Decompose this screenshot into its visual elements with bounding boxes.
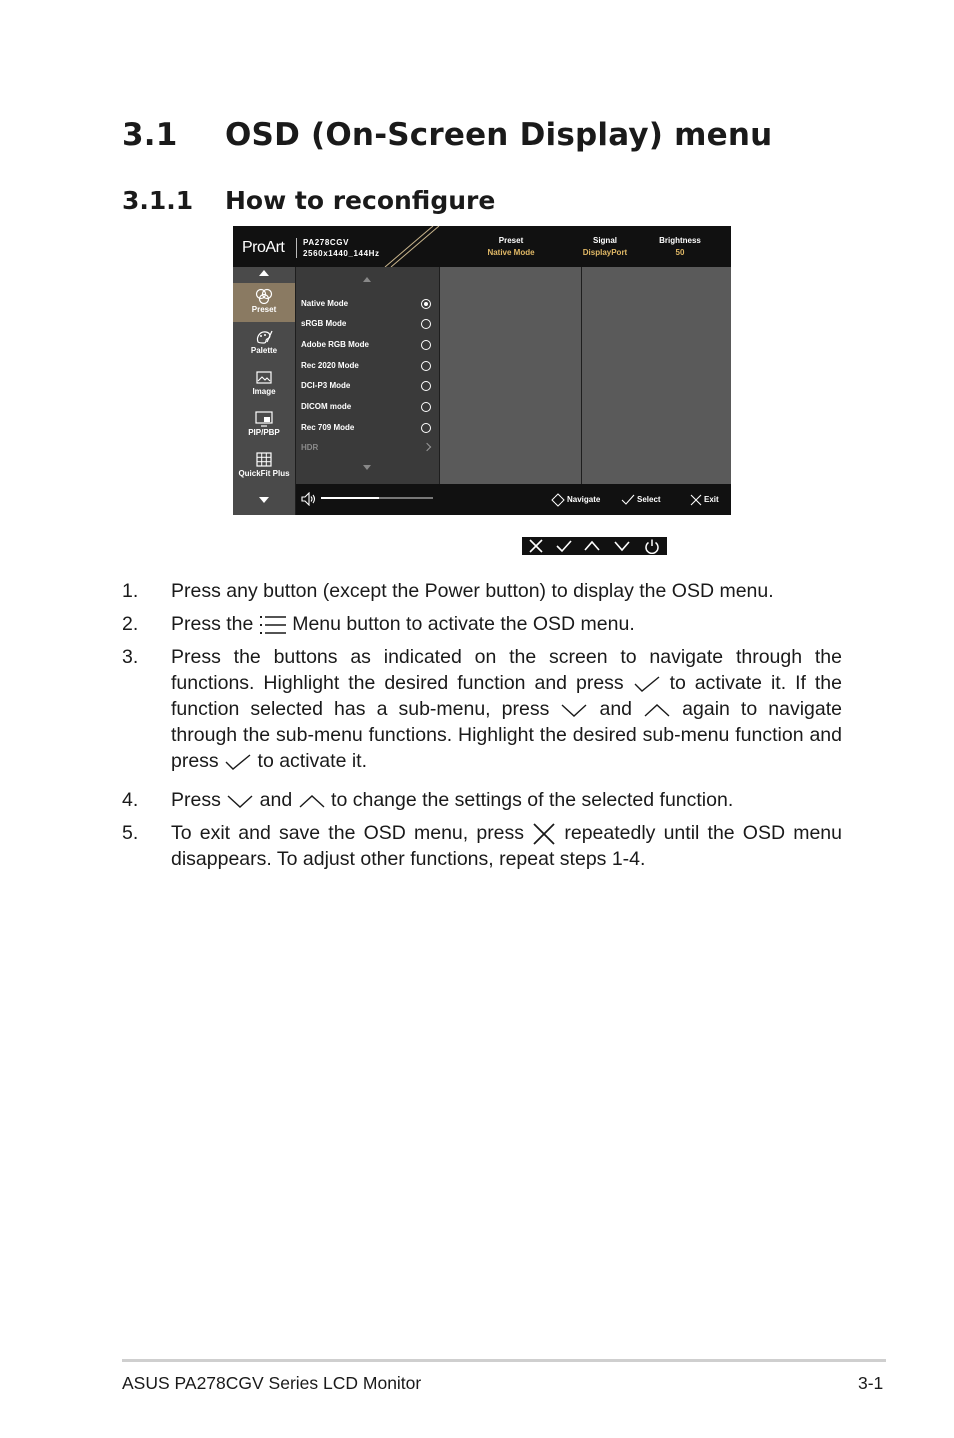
footer-select-label: Select: [637, 495, 661, 504]
sidebar-label-palette: Palette: [250, 346, 278, 355]
osd-screenshot: [233, 226, 731, 515]
menu-item-label: Rec 709 Mode: [301, 423, 355, 432]
step-number: 1.: [122, 580, 139, 602]
sidebar-item-preset[interactable]: [233, 283, 295, 322]
menu-item-label: DCI-P3 Mode: [301, 381, 351, 390]
menu-item-rec-709-mode[interactable]: [301, 419, 435, 437]
up-icon[interactable]: [584, 539, 600, 553]
osd-value-pane: [582, 267, 731, 484]
step-text: again to navigate through the sub-menu functions. Highlight the desired sub-menu function and press: [171, 698, 842, 772]
volume-slider-fill: [321, 497, 379, 499]
radio-icon: [421, 361, 431, 371]
step-text: to activate it.: [252, 750, 367, 772]
sidebar-item-pip-pbp[interactable]: [233, 406, 295, 445]
footer-exit: [690, 484, 719, 515]
step-text: to change the settings of the selected function.: [325, 789, 734, 811]
menu-item-label: Native Mode: [301, 299, 349, 308]
check-icon: [633, 675, 661, 693]
step-text: Press any button (except the Power button) to display the OSD menu.: [171, 580, 774, 602]
step-5: [122, 820, 842, 872]
model-resolution: 2560x1440_144Hz: [303, 249, 380, 258]
volume-icon: [301, 492, 317, 506]
status-signal: [575, 235, 635, 259]
preset-icon: [255, 288, 273, 304]
sidebar-down-arrow-icon[interactable]: [259, 497, 269, 503]
status-preset-label: Preset: [498, 236, 524, 245]
section-title: OSD (On-Screen Display) menu: [225, 117, 773, 153]
step-2: [122, 611, 842, 637]
volume-slider[interactable]: [321, 497, 433, 499]
header-slash-decoration: [383, 226, 443, 267]
status-preset: [483, 235, 539, 259]
radio-selected-icon: [421, 299, 431, 309]
radio-icon: [421, 402, 431, 412]
step-number: 3.: [122, 646, 139, 668]
step-text: and: [254, 789, 298, 811]
footer-navigate: [551, 484, 600, 515]
footer-exit-label: Exit: [704, 495, 719, 504]
step-text: Press: [171, 789, 227, 811]
down-icon[interactable]: [614, 539, 630, 553]
pip-icon: [255, 411, 273, 427]
close-icon: [532, 822, 556, 846]
menu-icon: [259, 614, 287, 636]
menu-up-arrow-icon[interactable]: [363, 277, 371, 282]
menu-item-hdr[interactable]: [301, 439, 435, 457]
status-signal-label: Signal: [592, 236, 617, 245]
down-icon: [226, 793, 254, 809]
menu-item-label: Adobe RGB Mode: [301, 340, 369, 349]
step-text: Menu button to activate the OSD menu.: [286, 613, 635, 635]
osd-submenu-pane: [440, 267, 581, 484]
menu-item-label: HDR: [301, 443, 319, 452]
menu-item-label: DICOM mode: [301, 402, 352, 411]
check-icon[interactable]: [556, 539, 572, 553]
step-number: 5.: [122, 822, 139, 844]
status-brightness-value: 50: [675, 248, 685, 257]
subsection-heading: [122, 186, 495, 215]
step-text: Press the buttons as indicated on the screen to navigate through the functions. Highlight the desired function and press: [171, 646, 842, 694]
status-brightness: [653, 235, 707, 259]
footer-navigate-label: Navigate: [567, 495, 601, 504]
status-signal-value: DisplayPort: [582, 248, 628, 257]
menu-item-label: sRGB Mode: [301, 319, 347, 328]
navigate-icon: [551, 493, 565, 507]
radio-icon: [421, 319, 431, 329]
status-brightness-label: Brightness: [659, 236, 701, 245]
menu-item-native-mode[interactable]: [301, 295, 435, 313]
step-text: To exit and save the OSD menu, press: [171, 822, 533, 844]
check-icon: [224, 753, 252, 771]
close-icon: [690, 494, 702, 506]
image-icon: [255, 370, 273, 386]
sidebar-label-quickfit-plus: QuickFit Plus: [238, 469, 290, 478]
menu-item-srgb-mode[interactable]: [301, 315, 435, 333]
sidebar-item-image[interactable]: [233, 365, 295, 404]
up-icon: [643, 702, 671, 718]
down-icon: [560, 702, 588, 718]
sidebar-label-preset: Preset: [251, 305, 277, 314]
monitor-button-bar: [522, 537, 667, 555]
footer-divider: [122, 1359, 886, 1362]
status-preset-value: Native Mode: [487, 248, 535, 257]
subsection-number: 3.1.1: [122, 186, 194, 215]
footer-document-title: ASUS PA278CGV Series LCD Monitor: [122, 1373, 422, 1393]
osd-header: [233, 226, 731, 267]
sidebar-item-quickfit-plus[interactable]: [233, 447, 295, 486]
proart-logo: ProArt: [242, 239, 285, 256]
step-1: [122, 578, 842, 604]
chevron-right-icon: [423, 443, 431, 451]
instruction-steps: [122, 578, 842, 879]
sidebar-up-arrow-icon[interactable]: [259, 270, 269, 276]
radio-icon: [421, 423, 431, 433]
sidebar-label-image: Image: [252, 387, 276, 396]
menu-item-label: Rec 2020 Mode: [301, 361, 359, 370]
close-icon[interactable]: [529, 539, 543, 553]
step-3: [122, 644, 842, 774]
radio-icon: [421, 340, 431, 350]
menu-item-adobe-rgb-mode[interactable]: [301, 336, 435, 354]
model-name: PA278CGV: [303, 238, 350, 247]
step-text: to activate it. If the function selected has a sub-menu, press: [171, 672, 842, 720]
menu-item-rec-2020-mode[interactable]: [301, 357, 435, 375]
osd-menu-list: [296, 267, 439, 484]
section-heading: [122, 117, 772, 153]
model-info: [303, 237, 380, 259]
subsection-title: How to reconfigure: [225, 186, 496, 215]
check-icon: [621, 494, 635, 506]
power-icon[interactable]: [644, 539, 660, 554]
step-text: repeatedly until the OSD menu disappears. To adjust other functions, repeat steps 1-4.: [171, 822, 842, 870]
footer-select: [621, 484, 661, 515]
sidebar-label-pip-pbp: PIP/PBP: [248, 428, 280, 437]
section-number: 3.1: [122, 117, 178, 153]
sidebar-item-palette[interactable]: [233, 324, 295, 363]
menu-item-dicom-mode[interactable]: [301, 398, 435, 416]
radio-icon: [421, 381, 431, 391]
step-number: 2.: [122, 613, 139, 635]
step-number: 4.: [122, 789, 139, 811]
step-4: [122, 787, 842, 813]
menu-item-dci-p3-mode[interactable]: [301, 377, 435, 395]
osd-footer: [296, 484, 731, 515]
step-text: Press the: [171, 613, 259, 635]
palette-icon: [255, 329, 273, 345]
header-divider: [296, 238, 297, 258]
up-icon: [298, 793, 326, 809]
menu-down-arrow-icon[interactable]: [363, 465, 371, 470]
page-number: 3-1: [858, 1373, 884, 1393]
step-text: and: [588, 698, 644, 720]
grid-icon: [255, 452, 273, 468]
osd-sidebar: [233, 267, 295, 515]
